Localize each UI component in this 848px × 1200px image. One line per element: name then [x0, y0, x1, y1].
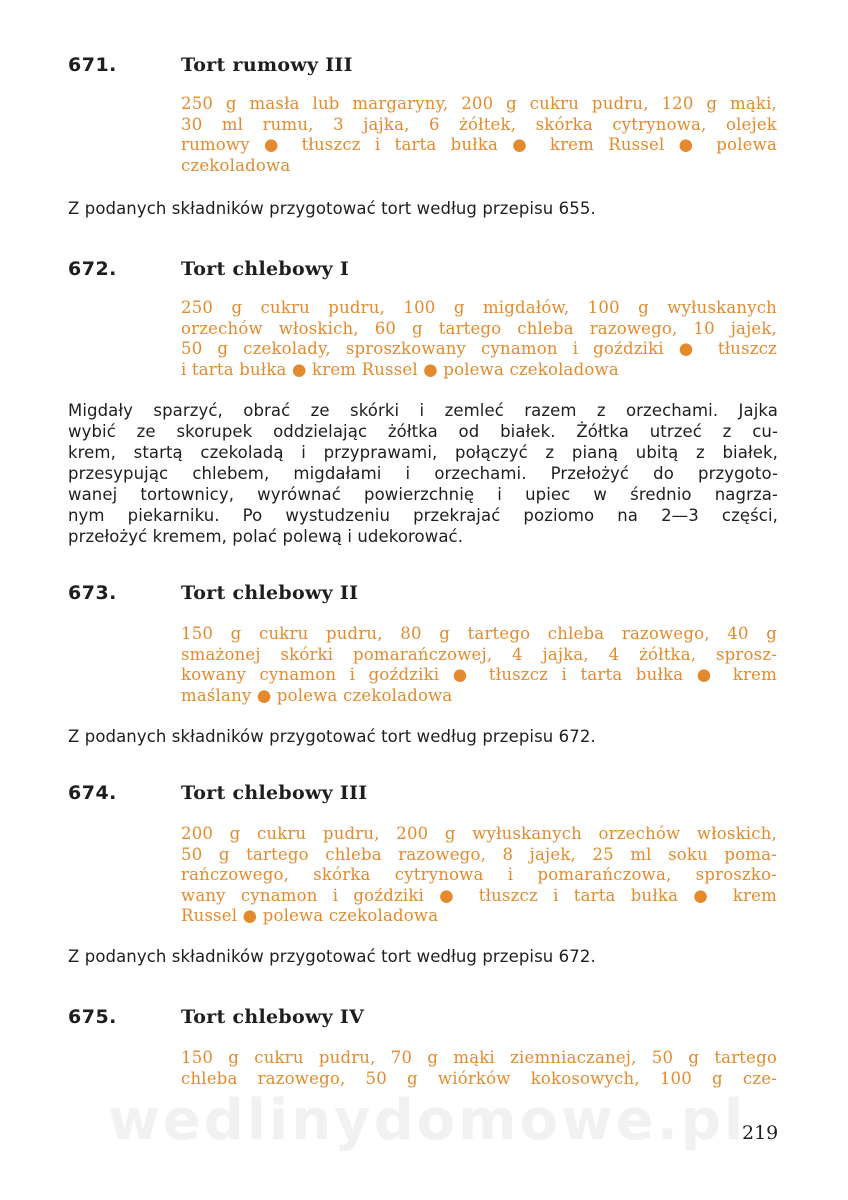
ingredient-line: smażonej skórki pomarańczowej, 4 jajka, 4 żółtka, sprosz-	[181, 644, 777, 664]
ingredient-line: 30 ml rumu, 3 jajka, 6 żółtek, skórka cytrynowa, olejek	[181, 114, 777, 134]
ingredient-line: 50 g czekolady, sproszkowany cynamon i goździki ● tłuszcz	[181, 339, 777, 358]
ingredient-line: maślany ● polewa czekoladowa	[181, 685, 453, 705]
instruction-line: Z podanych składników przygotować tort według przepisu 655.	[68, 199, 596, 218]
instruction-line: Z podanych składników przygotować tort według przepisu 672.	[68, 947, 596, 966]
recipe-673-header	[68, 582, 788, 610]
ingredient-line: czekoladowa	[181, 155, 291, 175]
instruction-line: Migdały sparzyć, obrać ze skórki i zemleć razem z orzechami. Jajka	[68, 401, 778, 420]
recipe-674-ingredients	[181, 824, 777, 927]
recipe-672-ingredients	[181, 298, 777, 380]
recipe-675-header	[68, 1006, 788, 1034]
ingredient-line: Russel ● polewa czekoladowa	[181, 906, 439, 925]
instruction-line: krem, startą czekoladą i przyprawami, połączyć z pianą ubitą z białek,	[68, 443, 778, 462]
recipe-674-header	[68, 782, 788, 810]
page-number: 219	[742, 1122, 779, 1144]
watermark: wedlinydomowe.pl	[108, 1088, 747, 1153]
recipe-672-header	[68, 258, 788, 286]
recipe-673-instruction	[68, 726, 778, 747]
recipe-title: Tort chlebowy II	[181, 582, 359, 604]
ingredient-line: i tarta bułka ● krem Russel ● polewa czekoladowa	[181, 359, 619, 379]
ingredient-line: 50 g tartego chleba razowego, 8 jajek, 25 ml soku poma-	[181, 844, 777, 864]
recipe-671-instruction	[68, 198, 778, 219]
recipe-title: Tort chlebowy IV	[181, 1006, 365, 1028]
ingredient-line: 150 g cukru pudru, 80 g tartego chleba razowego, 40 g	[181, 624, 777, 643]
instruction-line: wybić ze skorupek oddzielając żółtka od białek. Żółtka utrzeć z cu-	[68, 422, 778, 441]
recipe-title: Tort chlebowy I	[181, 258, 350, 280]
recipe-672-instruction	[68, 400, 778, 547]
ingredient-line: chleba razowego, 50 g wiórków kokosowych, 100 g cze-	[181, 1068, 777, 1088]
ingredient-line: wany cynamon i goździki ● tłuszcz i tarta bułka ● krem	[181, 885, 777, 905]
instruction-line: przesypując chlebem, migdałami i orzechami. Przełożyć do przygoto-	[68, 464, 778, 483]
recipe-671-header	[68, 54, 788, 82]
ingredient-line: rańczowego, skórka cytrynowa i pomarańczowa, sproszko-	[181, 865, 777, 884]
recipe-number: 674.	[68, 782, 117, 804]
recipe-673-ingredients	[181, 624, 777, 706]
ingredient-line: rumowy ● tłuszcz i tarta bułka ● krem Russel ● polewa	[181, 135, 777, 154]
ingredient-line: 250 g cukru pudru, 100 g migdałów, 100 g wyłuskanych	[181, 298, 777, 317]
instruction-line: nym piekarniku. Po wystudzeniu przekrajać poziomo na 2—3 części,	[68, 506, 778, 525]
ingredient-line: 200 g cukru pudru, 200 g wyłuskanych orzechów włoskich,	[181, 824, 777, 843]
ingredient-line: 150 g cukru pudru, 70 g mąki ziemniaczanej, 50 g tartego	[181, 1048, 777, 1067]
ingredient-line: orzechów włoskich, 60 g tartego chleba razowego, 10 jajek,	[181, 318, 777, 338]
recipe-number: 672.	[68, 258, 117, 280]
recipe-number: 671.	[68, 54, 117, 76]
recipe-674-instruction	[68, 946, 778, 967]
instruction-line: przełożyć kremem, polać polewą i udekorować.	[68, 527, 464, 546]
recipe-number: 673.	[68, 582, 117, 604]
instruction-line: Z podanych składników przygotować tort według przepisu 672.	[68, 727, 596, 746]
recipe-671-ingredients	[181, 94, 777, 176]
recipe-number: 675.	[68, 1006, 117, 1028]
recipe-title: Tort rumowy III	[181, 54, 353, 76]
ingredient-line: 250 g masła lub margaryny, 200 g cukru pudru, 120 g mąki,	[181, 94, 777, 113]
ingredient-line: kowany cynamon i goździki ● tłuszcz i tarta bułka ● krem	[181, 665, 777, 684]
recipe-675-ingredients	[181, 1048, 777, 1089]
recipe-title: Tort chlebowy III	[181, 782, 368, 804]
instruction-line: wanej tortownicy, wyrównać powierzchnię i upiec w średnio nagrza-	[68, 485, 778, 504]
